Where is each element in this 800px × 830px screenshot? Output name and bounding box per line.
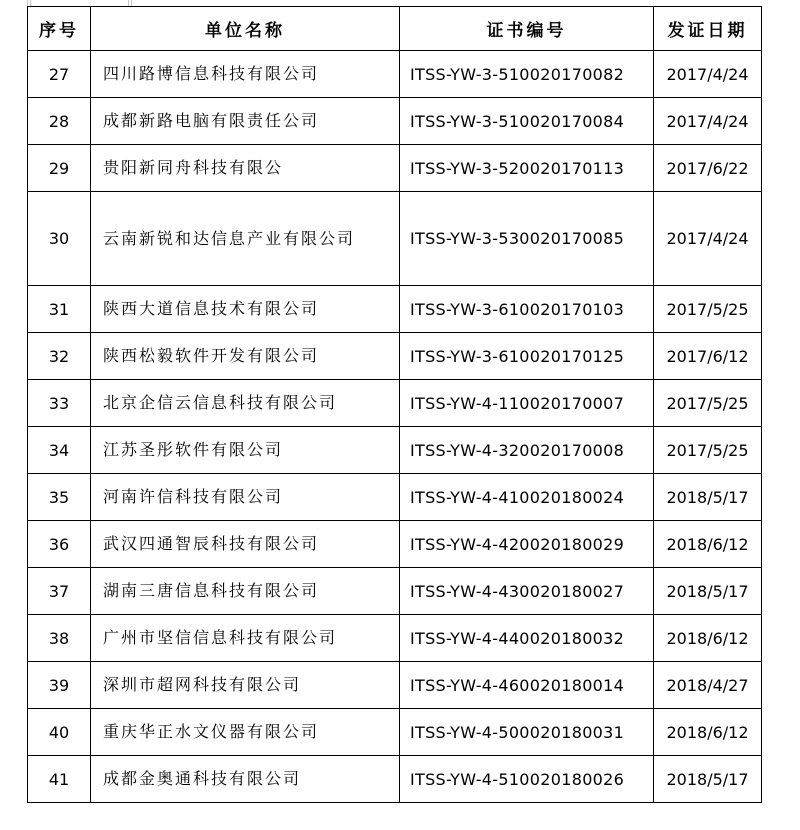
header-certificate: 证书编号 xyxy=(400,7,654,51)
table-row xyxy=(28,521,762,568)
row-index: 34 xyxy=(28,427,91,474)
certificate-number: ITSS-YW-4-420020180029 xyxy=(400,521,654,568)
issue-date: 2017/5/25 xyxy=(654,427,762,474)
header-company: 单位名称 xyxy=(91,7,400,51)
certificate-number: ITSS-YW-4-440020180032 xyxy=(400,615,654,662)
company-name: 成都新路电脑有限责任公司 xyxy=(91,98,400,145)
row-index: 31 xyxy=(28,286,91,333)
row-index: 36 xyxy=(28,521,91,568)
row-index: 28 xyxy=(28,98,91,145)
header-issue-date: 发证日期 xyxy=(654,7,762,51)
issue-date: 2017/4/24 xyxy=(654,51,762,98)
row-index: 30 xyxy=(28,192,91,286)
company-name: 江苏圣彤软件有限公司 xyxy=(91,427,400,474)
certificate-number: ITSS-YW-3-510020170082 xyxy=(400,51,654,98)
company-name: 四川路博信息科技有限公司 xyxy=(91,51,400,98)
certificate-table xyxy=(27,6,762,803)
table-row xyxy=(28,427,762,474)
company-name: 陕西松毅软件开发有限公司 xyxy=(91,333,400,380)
table-row xyxy=(28,709,762,756)
table-row xyxy=(28,474,762,521)
certificate-number: ITSS-YW-4-460020180014 xyxy=(400,662,654,709)
issue-date: 2018/5/17 xyxy=(654,474,762,521)
company-name: 湖南三唐信息科技有限公司 xyxy=(91,568,400,615)
certificate-number: ITSS-YW-3-610020170103 xyxy=(400,286,654,333)
table-row xyxy=(28,51,762,98)
company-name: 河南许信科技有限公司 xyxy=(91,474,400,521)
certificate-number: ITSS-YW-3-610020170125 xyxy=(400,333,654,380)
table-row xyxy=(28,333,762,380)
issue-date: 2017/5/25 xyxy=(654,286,762,333)
certificate-number: ITSS-YW-4-410020180024 xyxy=(400,474,654,521)
issue-date: 2018/6/12 xyxy=(654,615,762,662)
table-row xyxy=(28,615,762,662)
row-index: 37 xyxy=(28,568,91,615)
company-name: 重庆华正水文仪器有限公司 xyxy=(91,709,400,756)
row-index: 33 xyxy=(28,380,91,427)
issue-date: 2017/6/12 xyxy=(654,333,762,380)
table-row xyxy=(28,286,762,333)
row-index: 41 xyxy=(28,756,91,803)
row-index: 38 xyxy=(28,615,91,662)
company-name: 云南新锐和达信息产业有限公司 xyxy=(91,192,400,286)
company-name: 陕西大道信息技术有限公司 xyxy=(91,286,400,333)
company-name: 武汉四通智辰科技有限公司 xyxy=(91,521,400,568)
certificate-number: ITSS-YW-4-110020170007 xyxy=(400,380,654,427)
certificate-number: ITSS-YW-4-320020170008 xyxy=(400,427,654,474)
table-row xyxy=(28,756,762,803)
issue-date: 2017/4/24 xyxy=(654,192,762,286)
certificate-number: ITSS-YW-3-530020170085 xyxy=(400,192,654,286)
company-name: 成都金奥通科技有限公司 xyxy=(91,756,400,803)
certificate-number: ITSS-YW-3-520020170113 xyxy=(400,145,654,192)
issue-date: 2018/5/17 xyxy=(654,568,762,615)
issue-date: 2017/4/24 xyxy=(654,98,762,145)
company-name: 北京企信云信息科技有限公司 xyxy=(91,380,400,427)
header-index: 序号 xyxy=(28,7,91,51)
table-row xyxy=(28,192,762,286)
table-row xyxy=(28,98,762,145)
row-index: 40 xyxy=(28,709,91,756)
issue-date: 2018/6/12 xyxy=(654,521,762,568)
table-row xyxy=(28,145,762,192)
row-index: 29 xyxy=(28,145,91,192)
issue-date: 2018/5/17 xyxy=(654,756,762,803)
company-name: 深圳市超网科技有限公司 xyxy=(91,662,400,709)
certificate-number: ITSS-YW-4-510020180026 xyxy=(400,756,654,803)
company-name: 贵阳新同舟科技有限公 xyxy=(91,145,400,192)
header-row xyxy=(28,7,762,51)
row-index: 32 xyxy=(28,333,91,380)
row-index: 27 xyxy=(28,51,91,98)
issue-date: 2017/5/25 xyxy=(654,380,762,427)
company-name: 广州市坚信信息科技有限公司 xyxy=(91,615,400,662)
table-row xyxy=(28,380,762,427)
issue-date: 2017/6/22 xyxy=(654,145,762,192)
row-index: 35 xyxy=(28,474,91,521)
certificate-number: ITSS-YW-4-500020180031 xyxy=(400,709,654,756)
issue-date: 2018/4/27 xyxy=(654,662,762,709)
certificate-number: ITSS-YW-4-430020180027 xyxy=(400,568,654,615)
issue-date: 2018/6/12 xyxy=(654,709,762,756)
table-row xyxy=(28,568,762,615)
table-row xyxy=(28,662,762,709)
certificate-number: ITSS-YW-3-510020170084 xyxy=(400,98,654,145)
row-index: 39 xyxy=(28,662,91,709)
